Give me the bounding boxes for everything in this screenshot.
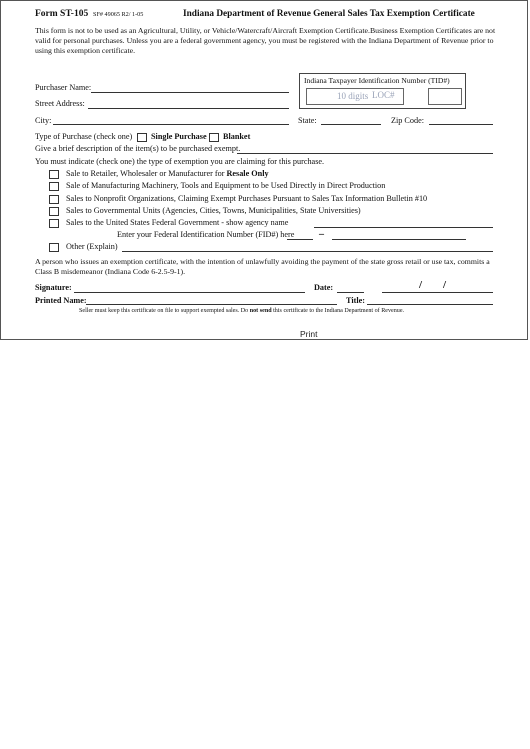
footer-note-prefix: Seller must keep this certificate on file to support exempted sales. Do <box>79 308 250 314</box>
single-purchase-label: Single Purchase <box>151 132 207 141</box>
fid-field-suffix[interactable] <box>332 239 466 240</box>
intro-line-1: This form is not to be used as an Agricultural, Utility, or Vehicle/Watercraft/Aircraft Exemption Certificate.Business Exemption Certificates are not <box>35 26 496 35</box>
date-separator-1: / <box>419 279 423 291</box>
resale-checkbox[interactable] <box>49 170 59 179</box>
nonprofit-option: Sales to Nonprofit Organizations, Claiming Exempt Purchases Pursuant to Sales Tax Information Bulletin #10 <box>66 194 428 203</box>
other-explain-field[interactable] <box>122 251 493 252</box>
printed-name-field[interactable] <box>86 304 337 305</box>
governmental-checkbox[interactable] <box>49 207 59 216</box>
tid-label: Indiana Taxpayer Identification Number (TID#) <box>304 76 450 85</box>
fid-label: Enter your Federal Identification Number (FID#) here <box>117 230 295 239</box>
intro-line-3: using this exemption certificate. <box>35 46 136 55</box>
footer-note-bold: not send <box>249 308 272 314</box>
loc-placeholder: LOC# <box>372 90 395 100</box>
signature-field[interactable] <box>74 292 305 293</box>
machinery-option: Sale of Manufacturing Machinery, Tools and Equipment to be Used Directly in Direct Production <box>66 181 386 190</box>
footer-note-suffix: this certificate to the Indiana Department of Revenue. <box>271 308 405 314</box>
print-button[interactable]: Print <box>300 329 318 339</box>
footer-note <box>79 306 404 316</box>
nonprofit-checkbox[interactable] <box>49 195 59 204</box>
loc-field[interactable] <box>428 88 462 105</box>
exemption-certificate-form <box>0 0 528 340</box>
purchase-type-label: Type of Purchase (check one) <box>35 132 133 141</box>
purchaser-name-field[interactable] <box>91 92 289 93</box>
fid-field-prefix[interactable] <box>287 239 313 240</box>
printed-name-label: Printed Name: <box>35 296 87 305</box>
resale-text: Sale to Retailer, Wholesaler or Manufacturer for <box>66 169 225 178</box>
state-label: State: <box>298 116 317 125</box>
tid-box <box>299 73 466 109</box>
date-separator-2: / <box>443 279 447 291</box>
state-field[interactable] <box>321 124 381 125</box>
date-field[interactable] <box>382 292 493 293</box>
machinery-checkbox[interactable] <box>49 182 59 191</box>
exemption-label: You must indicate (check one) the type of exemption you are claiming for this purchase. <box>35 157 325 166</box>
zip-field[interactable] <box>429 124 493 125</box>
date-label: Date: <box>314 283 334 292</box>
purchaser-name-label: Purchaser Name: <box>35 83 92 92</box>
form-revision: SF# 49065 R2/ 1-05 <box>93 11 144 18</box>
street-address-field[interactable] <box>88 108 289 109</box>
governmental-option: Sales to Governmental Units (Agencies, Cities, Towns, Municipalities, State Universities) <box>66 206 361 215</box>
date-field-gap <box>337 292 364 293</box>
tid-digits-placeholder: 10 digits <box>337 91 369 101</box>
zip-label: Zip Code: <box>391 116 424 125</box>
resale-option <box>66 169 269 179</box>
form-number: Form ST-105 <box>35 9 89 19</box>
title-label: Title: <box>346 296 365 305</box>
city-label: City: <box>35 116 52 125</box>
agency-name-field[interactable] <box>314 227 493 228</box>
federal-checkbox[interactable] <box>49 219 59 228</box>
warning-line-1: A person who issues an exemption certificate, with the intention of unlawfully avoiding the payment of the state gross retail or use tax, commits a <box>35 257 490 266</box>
warning-line-2: Class B misdemeanor (Indiana Code 6-2.5-9-1). <box>35 267 186 276</box>
description-label: Give a brief description of the item(s) to be purchased exempt. <box>35 144 241 153</box>
street-address-label: Street Address: <box>35 99 85 108</box>
signature-label: Signature: <box>35 283 72 292</box>
federal-option: Sales to the United States Federal Government - show agency name <box>66 218 289 227</box>
city-field[interactable] <box>53 124 289 125</box>
blanket-label: Blanket <box>223 132 251 141</box>
other-option: Other (Explain) <box>66 242 118 251</box>
intro-line-2: valid for personal purchases. Unless you are a federal government agency, you must be registered with the Indiana Department of Revenue prior to <box>35 36 494 45</box>
other-checkbox[interactable] <box>49 243 59 252</box>
form-title: Indiana Department of Revenue General Sales Tax Exemption Certificate <box>183 9 475 19</box>
single-purchase-checkbox[interactable] <box>137 133 147 142</box>
title-field[interactable] <box>367 304 493 305</box>
description-field[interactable] <box>237 153 493 154</box>
fid-dash: – <box>319 229 324 240</box>
resale-only-text: Resale Only <box>226 169 269 178</box>
blanket-checkbox[interactable] <box>209 133 219 142</box>
